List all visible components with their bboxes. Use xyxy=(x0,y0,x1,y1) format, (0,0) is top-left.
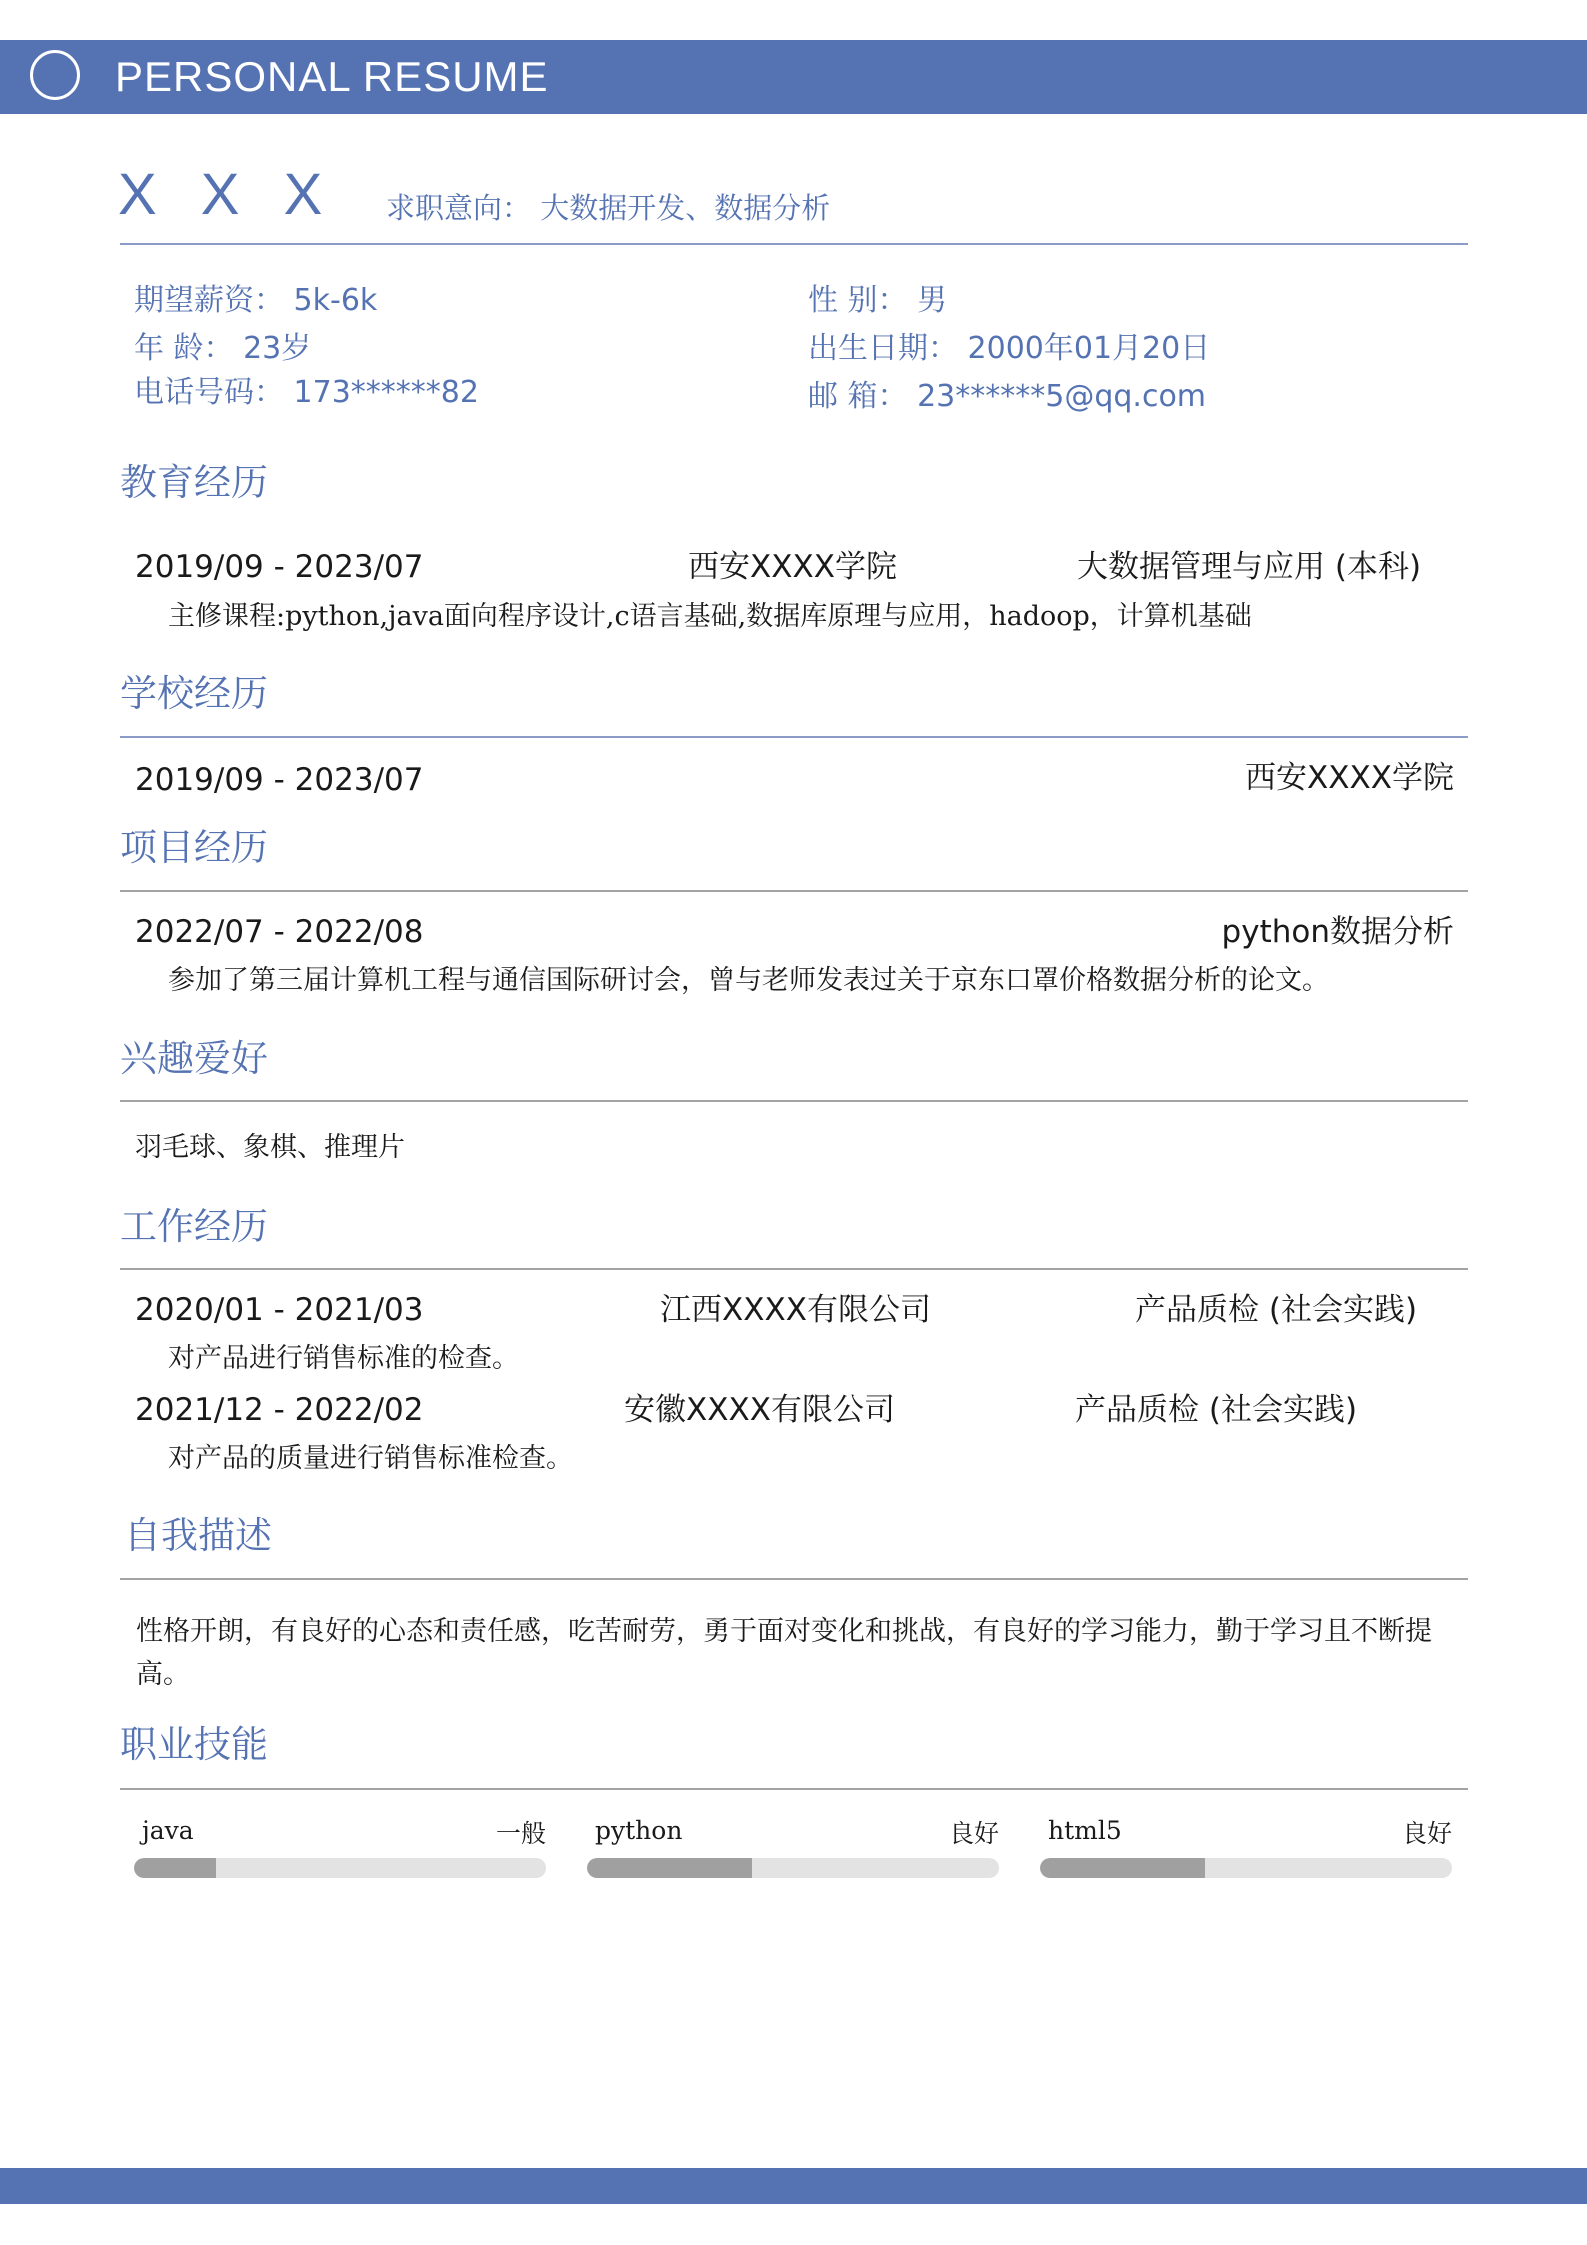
skill-bar xyxy=(1040,1858,1452,1878)
skill-bar-fill xyxy=(1040,1858,1205,1878)
self-title: 自我描述 xyxy=(124,1514,272,1557)
work-role: 产品质检 (社会实践) xyxy=(1135,1292,1418,1328)
project-desc: 参加了第三届计算机工程与通信国际研讨会，曾与老师发表过关于京东口罩价格数据分析的论文。 xyxy=(168,965,1329,996)
skills-title: 职业技能 xyxy=(120,1723,268,1766)
school-exp-school: 西安XXXX学院 xyxy=(1245,760,1454,796)
hobbies-title: 兴趣爱好 xyxy=(120,1037,268,1080)
self-description: 性格开朗，有良好的心态和责任感，吃苦耐劳，勇于面对变化和挑战，有良好的学习能力，勤于学习且不断提高。 xyxy=(136,1616,1432,1690)
school-exp-title: 学校经历 xyxy=(120,672,268,715)
education-major: 大数据管理与应用 (本科) xyxy=(1077,549,1422,585)
birthday: 出生日期： 2000年01月20日 xyxy=(808,331,1211,366)
work-company: 江西XXXX有限公司 xyxy=(660,1292,931,1328)
hobbies-text: 羽毛球、象棋、推理片 xyxy=(135,1132,405,1163)
school-exp-period: 2019/09 - 2023/07 xyxy=(135,762,424,798)
divider xyxy=(120,1578,1468,1580)
education-period: 2019/09 - 2023/07 xyxy=(135,549,424,585)
skill-item xyxy=(134,1812,546,1892)
divider xyxy=(120,736,1468,738)
phone: 电话号码： 173******82 xyxy=(134,375,479,410)
circle-icon xyxy=(30,50,80,100)
divider xyxy=(120,1100,1468,1102)
work-desc: 对产品进行销售标准的检查。 xyxy=(168,1343,519,1374)
work-period: 2021/12 - 2022/02 xyxy=(135,1392,424,1428)
project-period: 2022/07 - 2022/08 xyxy=(135,914,424,950)
work-company: 安徽XXXX有限公司 xyxy=(624,1392,895,1428)
skill-bar-fill xyxy=(587,1858,752,1878)
skill-item xyxy=(587,1812,999,1892)
projects-title: 项目经历 xyxy=(120,826,268,869)
gender: 性 别： 男 xyxy=(808,283,948,318)
skill-item xyxy=(1040,1812,1452,1892)
salary: 期望薪资： 5k-6k xyxy=(134,283,378,318)
email: 邮 箱： 23******5@qq.com xyxy=(808,379,1207,414)
skill-level: 良好 xyxy=(948,1819,999,1848)
age: 年 龄： 23岁 xyxy=(134,331,312,366)
divider xyxy=(120,1788,1468,1790)
skill-bar xyxy=(134,1858,546,1878)
job-objective: 求职意向： 大数据开发、数据分析 xyxy=(386,191,831,225)
skill-name: python xyxy=(595,1816,683,1845)
work-role: 产品质检 (社会实践) xyxy=(1075,1392,1358,1428)
divider xyxy=(120,243,1468,245)
education-school: 西安XXXX学院 xyxy=(688,549,897,585)
skill-name: html5 xyxy=(1048,1816,1122,1845)
footer-banner xyxy=(0,2168,1587,2204)
skill-bar xyxy=(587,1858,999,1878)
divider xyxy=(120,890,1468,892)
work-title: 工作经历 xyxy=(120,1205,268,1248)
project-name: python数据分析 xyxy=(1221,914,1454,950)
work-desc: 对产品的质量进行销售标准检查。 xyxy=(168,1443,573,1474)
education-courses: 主修课程:python,java面向程序设计,c语言基础,数据库原理与应用，hadoop，计算机基础 xyxy=(168,601,1252,632)
skill-level: 一般 xyxy=(495,1819,546,1848)
work-period: 2020/01 - 2021/03 xyxy=(135,1292,424,1328)
candidate-name: X X X xyxy=(118,162,337,227)
skill-level: 良好 xyxy=(1401,1819,1452,1848)
divider xyxy=(120,1268,1468,1270)
resume-title: PERSONAL RESUME xyxy=(115,53,549,100)
skill-name: java xyxy=(142,1816,194,1845)
header-banner xyxy=(0,40,1587,114)
education-title: 教育经历 xyxy=(120,461,268,504)
skill-bar-fill xyxy=(134,1858,216,1878)
